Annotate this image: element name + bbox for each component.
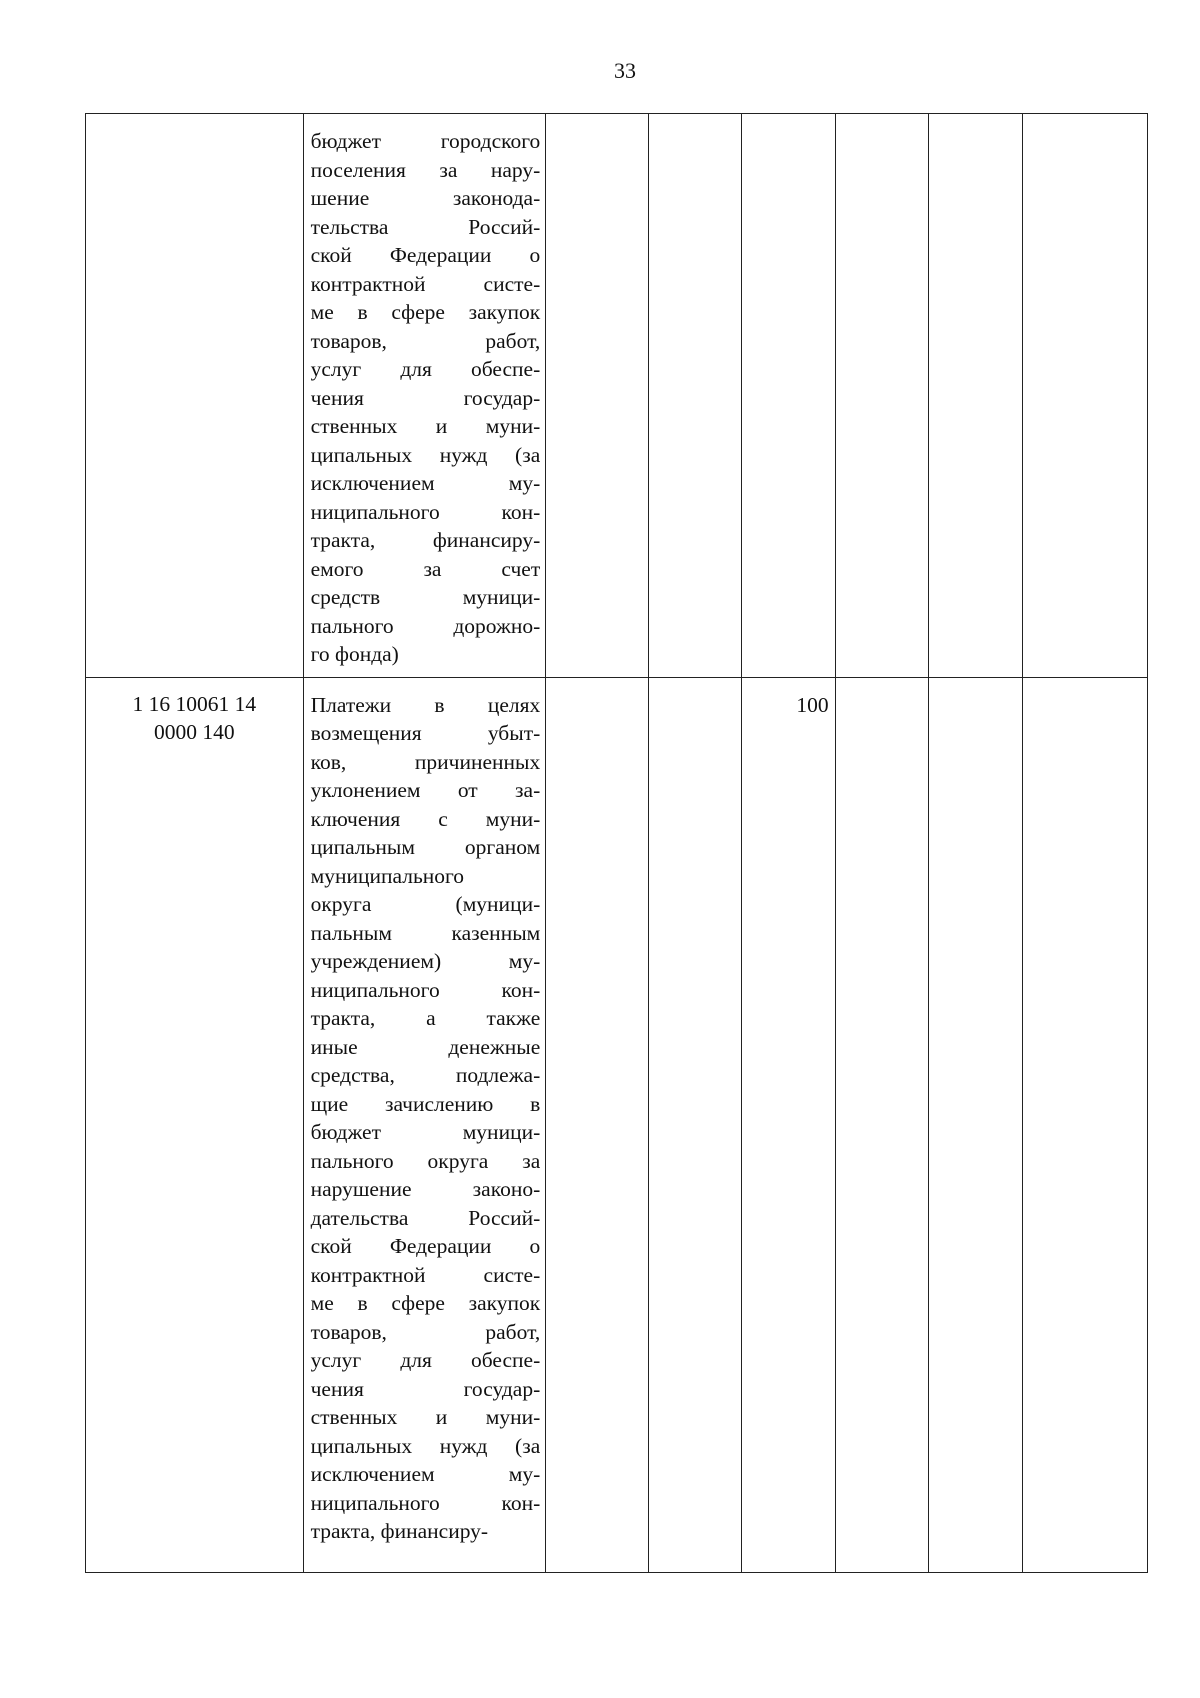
cell-text-line: дательства Россий- <box>310 1205 541 1230</box>
cell-text-line: учреждением) му- <box>310 949 541 973</box>
cell-text-line: средства, подлежа- <box>310 1063 541 1087</box>
code-cell <box>86 677 304 1572</box>
value-cell <box>546 677 648 1572</box>
cell-text-line: контрактной систе- <box>310 1262 541 1287</box>
table-row <box>86 677 1148 1572</box>
value-cell <box>835 114 929 678</box>
value-cell <box>648 114 742 678</box>
cell-text-line: ниципального кон- <box>310 499 541 524</box>
cell-text-line: 1 16 10061 14 <box>132 691 257 716</box>
cell-text-line: ниципального кон- <box>310 977 541 1002</box>
cell-text-line: нарушение законо- <box>310 1177 541 1201</box>
cell-text-line: тельства Россий- <box>310 214 541 239</box>
value-cell <box>1022 677 1147 1572</box>
page-number: 33 <box>614 58 636 83</box>
cell-text-line: услуг для обеспе- <box>310 1348 541 1372</box>
cell-text-line: шение законода- <box>310 186 541 210</box>
cell-text-line: ме в сфере закупок <box>310 300 541 324</box>
cell-text-line: ме в сфере закупок <box>310 1291 541 1315</box>
cell-text-line: муниципального <box>310 863 465 888</box>
cell-text-line: ственных и муни- <box>310 414 541 438</box>
cell-text-line: бюджет городского <box>310 129 541 153</box>
value-cell <box>835 677 929 1572</box>
budget-table <box>85 113 1148 1573</box>
cell-text-line: пальным казенным <box>310 920 541 945</box>
cell-text-line: ков, причиненных <box>310 749 541 774</box>
cell-text-line: средств муници- <box>310 585 541 609</box>
cell-text-line: округа (муници- <box>310 892 541 916</box>
cell-text-line: 0000 140 <box>153 720 235 744</box>
cell-text-line: ципальным органом <box>310 835 541 859</box>
code-cell <box>86 114 304 678</box>
cell-text-line: щие зачислению в <box>310 1091 541 1116</box>
cell-text-line: емого за счет <box>310 556 541 581</box>
value-cell <box>742 114 836 678</box>
cell-text-line: ственных и муни- <box>310 1405 541 1429</box>
cell-text-line: пального округа за <box>310 1148 541 1173</box>
cell-text-line: товаров, работ, <box>310 1319 541 1344</box>
cell-text-line: ципальных нужд (за <box>310 442 541 467</box>
cell-text-line: поселения за нару- <box>310 157 541 182</box>
cell-text-line: чения государ- <box>310 385 541 410</box>
value-cell <box>546 114 648 678</box>
cell-text-line: тракта, финансиру- <box>310 528 541 552</box>
value-cell: 100 <box>742 677 836 1572</box>
cell-text-line: уклонением от за- <box>310 778 541 802</box>
cell-text-line: ципальных нужд (за <box>310 1433 541 1458</box>
cell-text-line: ской Федерации о <box>310 1234 541 1258</box>
cell-text-line: тракта, финансиру- <box>310 1519 489 1543</box>
name-cell <box>303 677 546 1572</box>
value-cell <box>929 677 1023 1572</box>
cell-text-line: исключением му- <box>310 471 541 495</box>
cell-text-line: Платежи в целях <box>310 692 541 717</box>
cell-text-line: чения государ- <box>310 1376 541 1401</box>
cell-text-line: бюджет муници- <box>310 1120 541 1144</box>
cell-text-line: пального дорожно- <box>310 613 541 638</box>
cell-text-line: возмещения убыт- <box>310 721 541 745</box>
cell-text-line: исключением му- <box>310 1462 541 1486</box>
cell-text-line: ской Федерации о <box>310 243 541 267</box>
table-row <box>86 114 1148 678</box>
cell-text-line: услуг для обеспе- <box>310 357 541 381</box>
cell-text-line: контрактной систе- <box>310 271 541 296</box>
name-cell <box>303 114 546 678</box>
cell-text-line: ключения с муни- <box>310 806 541 831</box>
cell-text-line: ниципального кон- <box>310 1490 541 1515</box>
cell-text-line: тракта, а также <box>310 1006 541 1030</box>
value-cell <box>648 677 742 1572</box>
value-cell <box>929 114 1023 678</box>
cell-text-line: товаров, работ, <box>310 328 541 353</box>
cell-text-line: иные денежные <box>310 1034 541 1059</box>
cell-text-line: го фонда) <box>310 642 399 666</box>
value-cell <box>1022 114 1147 678</box>
